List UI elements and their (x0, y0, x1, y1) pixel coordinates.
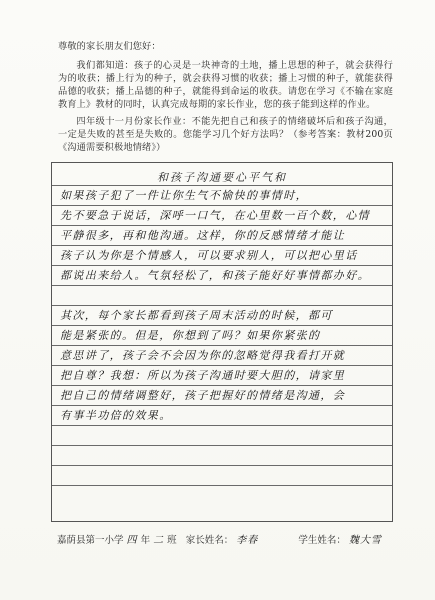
lined-answer-box (51, 162, 393, 522)
ruled-line (52, 485, 392, 486)
handwritten-title: 和孩子沟通要心平气和 (157, 171, 287, 184)
class-handwritten: 二 (153, 535, 165, 546)
handwritten-line: 先不要急于说话，深呼一口气，在心里数一百个数，心情 (60, 209, 370, 222)
handwritten-line: 把自尊？我想：所以为孩子沟通时要大胆的，请家里 (60, 369, 346, 382)
handwritten-line: 如果孩子犯了一件让你生气不愉快的事情时， (60, 189, 308, 202)
parent-name-label: 家长姓名： (185, 535, 234, 546)
grade-suffix: 年 (140, 535, 151, 546)
signature-footer (57, 534, 397, 548)
handwritten-line: 有事半功倍的效果。 (60, 409, 172, 422)
ruled-line (52, 425, 392, 426)
ruled-line (52, 445, 392, 446)
parent-name-signature: 李春 (236, 535, 259, 546)
handwritten-line: 平静很多，再和他沟通。这样，你的反感情绪才能让 (60, 229, 346, 242)
greeting: 尊敬的家长朋友们您好： (58, 41, 161, 52)
printed-instructions (58, 40, 393, 154)
student-name-label: 学生姓名： (298, 535, 346, 546)
student-name-signature: 魏大雪 (348, 535, 382, 546)
school-name: 嘉荫县第一小学 (57, 535, 124, 546)
ruled-line (52, 465, 392, 466)
handwritten-line: 能是紧张的。但是，你想到了吗？如果你紧张的 (60, 329, 321, 342)
class-suffix: 班 (167, 535, 177, 546)
handwritten-line: 孩子认为你是个情感人，可以要求别人，可以把心里话 (60, 249, 358, 262)
handwritten-line: 把自己的情绪调整好，孩子把握好的情绪是沟通，会 (60, 389, 346, 402)
ruled-line (52, 285, 392, 286)
assignment-paragraph: 四年级十一月份家长作业：不能先把自己和孩子的情绪破坏后和孩子沟通，一定是失败的甚至是失败的。您能学习几个好方法吗？（参考答案：教材200页《沟通需要积极地情绪》） (58, 116, 393, 153)
handwritten-line: 都说出来给人。气氛轻松了，和孩子能好好事情都办好。 (60, 269, 370, 282)
handwritten-line: 意思讲了，孩子会不会因为你的忽略觉得我看打开就 (60, 349, 346, 362)
handwritten-line: 其次，每个家长都看到孩子周末活动的时候，都可 (60, 309, 333, 322)
grade-handwritten: 四 (126, 535, 138, 546)
intro-paragraph: 我们都知道：孩子的心灵是一块神奇的土地，播上思想的种子，就会获得行为的收获；播上行为的种子，就会获得习惯的收获；播上习惯的种子，就能获得品德的收获；播上品德的种子，就能得到命运的收获。请您在学习《不输在家庭教育上》教材的同时，认真完成每期的家长作业，您的孩子能到这样的作业。 (58, 60, 393, 110)
